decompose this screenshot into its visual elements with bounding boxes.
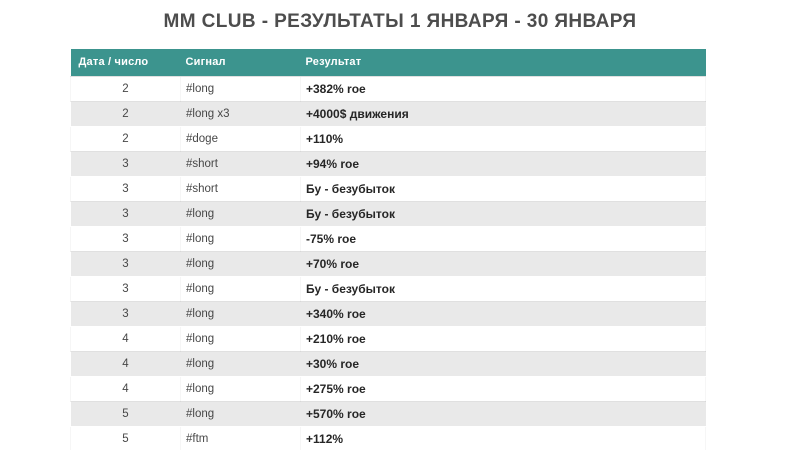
date-cell: 3	[71, 151, 181, 176]
table-row	[71, 226, 706, 251]
column-header-date: Дата / число	[71, 49, 181, 76]
table-row	[71, 326, 706, 351]
result-cell: +340% roe	[301, 301, 706, 326]
date-cell: 5	[71, 426, 181, 450]
result-cell: +112%	[301, 426, 706, 450]
table-row	[71, 376, 706, 401]
table-row	[71, 101, 706, 126]
signal-cell: #long	[181, 401, 301, 426]
signal-cell: #long	[181, 301, 301, 326]
table-row	[71, 276, 706, 301]
signal-cell: #long	[181, 351, 301, 376]
table-row	[71, 176, 706, 201]
signal-cell: #long	[181, 76, 301, 101]
table-row	[71, 301, 706, 326]
table-header	[71, 49, 706, 76]
table-row	[71, 351, 706, 376]
signal-cell: #ftm	[181, 426, 301, 450]
date-cell: 3	[71, 201, 181, 226]
column-header-signal: Сигнал	[181, 49, 301, 76]
date-cell: 4	[71, 376, 181, 401]
signal-cell: #long x3	[181, 101, 301, 126]
page-title: MM CLUB - РЕЗУЛЬТАТЫ 1 ЯНВАРЯ - 30 ЯНВАРЯ	[163, 11, 637, 32]
date-cell: 3	[71, 251, 181, 276]
result-cell: Бу - безубыток	[301, 201, 706, 226]
date-cell: 2	[71, 101, 181, 126]
signal-cell: #short	[181, 176, 301, 201]
signal-cell: #long	[181, 201, 301, 226]
signal-cell: #long	[181, 251, 301, 276]
date-cell: 3	[71, 176, 181, 201]
date-cell: 3	[71, 226, 181, 251]
table-body	[71, 76, 706, 450]
table-row	[71, 126, 706, 151]
header-row	[71, 49, 706, 76]
date-cell: 3	[71, 276, 181, 301]
result-cell: +275% roe	[301, 376, 706, 401]
result-cell: +4000$ движения	[301, 101, 706, 126]
result-cell: +382% roe	[301, 76, 706, 101]
date-cell: 5	[71, 401, 181, 426]
result-cell: +30% roe	[301, 351, 706, 376]
result-cell: Бу - безубыток	[301, 176, 706, 201]
signal-cell: #long	[181, 226, 301, 251]
date-cell: 4	[71, 326, 181, 351]
table-row	[71, 426, 706, 450]
result-cell: +110%	[301, 126, 706, 151]
result-cell: +570% roe	[301, 401, 706, 426]
date-cell: 2	[71, 126, 181, 151]
date-cell: 4	[71, 351, 181, 376]
signal-cell: #doge	[181, 126, 301, 151]
result-cell: -75% roe	[301, 226, 706, 251]
table-row	[71, 201, 706, 226]
table-row	[71, 251, 706, 276]
result-cell: +70% roe	[301, 251, 706, 276]
date-cell: 3	[71, 301, 181, 326]
signal-cell: #long	[181, 326, 301, 351]
signal-cell: #short	[181, 151, 301, 176]
table-row	[71, 76, 706, 101]
result-cell: Бу - безубыток	[301, 276, 706, 301]
signal-cell: #long	[181, 276, 301, 301]
table-row	[71, 151, 706, 176]
results-table	[70, 49, 706, 450]
result-cell: +94% roe	[301, 151, 706, 176]
signal-cell: #long	[181, 376, 301, 401]
results-table-container	[70, 49, 705, 450]
table-row	[71, 401, 706, 426]
result-cell: +210% roe	[301, 326, 706, 351]
date-cell: 2	[71, 76, 181, 101]
column-header-result: Результат	[301, 49, 706, 76]
